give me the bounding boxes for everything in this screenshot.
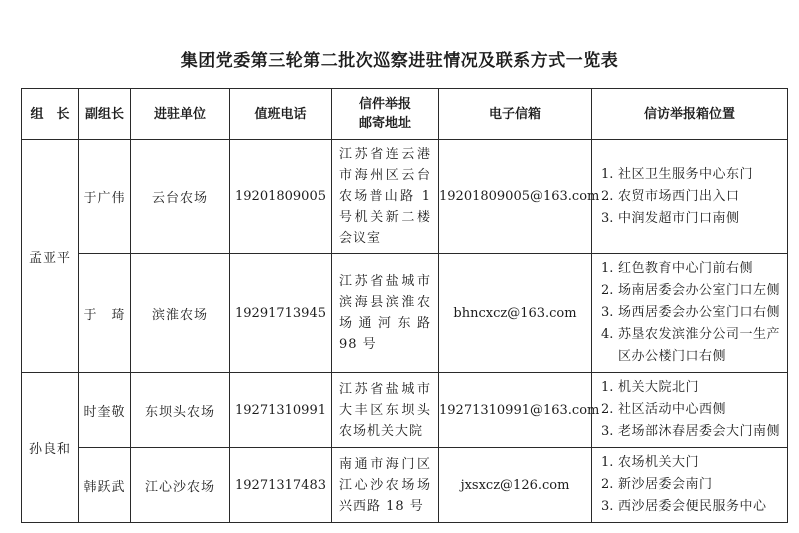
table-row xyxy=(22,448,788,523)
phone-cell: 19271317483 xyxy=(230,448,332,523)
inspection-contacts-table xyxy=(21,88,788,523)
letterbox-location-item xyxy=(601,302,781,324)
letterbox-location-item xyxy=(601,186,781,208)
location-number: 3. xyxy=(601,499,614,514)
location-text: 西沙居委会便民服务中心 xyxy=(618,499,767,514)
location-number: 2. xyxy=(601,402,614,417)
location-number: 2. xyxy=(601,283,614,298)
phone-cell: 19291713945 xyxy=(230,254,332,373)
location-number: 4. xyxy=(601,327,614,342)
mail-address-cell: 江苏省盐城市大丰区东坝头农场机关大院 xyxy=(332,373,439,448)
locations-cell xyxy=(592,373,788,448)
locations-cell xyxy=(592,448,788,523)
letterbox-location-item xyxy=(601,164,781,186)
letterbox-location-item xyxy=(601,496,781,518)
locations-cell xyxy=(592,254,788,373)
location-text: 红色教育中心门前右侧 xyxy=(618,261,754,276)
letterbox-location-item xyxy=(601,452,781,474)
leader-name-cell: 孟亚平 xyxy=(22,140,79,373)
deputy-name-cell: 韩跃武 xyxy=(79,448,131,523)
location-number: 3. xyxy=(601,424,614,439)
location-number: 3. xyxy=(601,210,614,226)
table-row xyxy=(22,373,788,448)
page-title: 集团党委第三轮第二批次巡察进驻情况及联系方式一览表 xyxy=(180,51,619,71)
location-text: 社区卫生服务中心东门 xyxy=(618,166,754,182)
col-header-unit: 进驻单位 xyxy=(131,89,230,140)
location-number: 2. xyxy=(601,188,614,204)
email-cell: jxsxcz@126.com xyxy=(439,448,592,523)
location-text: 农场机关大门 xyxy=(618,455,700,470)
deputy-name-cell: 于 琦 xyxy=(79,254,131,373)
location-text: 苏垦农发滨淮分公司一生产区办公楼门口右侧 xyxy=(618,327,781,364)
locations-cell xyxy=(592,140,788,254)
location-text: 老场部沐春居委会大门南侧 xyxy=(618,424,781,439)
location-number: 2. xyxy=(601,477,614,492)
location-text: 中润发超市门口南侧 xyxy=(618,210,740,226)
col-header-mail-line1: 信件举报 xyxy=(358,97,411,112)
location-text: 场南居委会办公室门口左侧 xyxy=(618,283,781,298)
letterbox-location-item xyxy=(601,399,781,421)
table-header-row xyxy=(22,89,788,140)
location-number: 1. xyxy=(601,380,614,395)
mail-address-cell: 江苏省盐城市滨海县滨淮农场通河东路 98 号 xyxy=(332,254,439,373)
phone-cell: 19271310991 xyxy=(230,373,332,448)
location-number: 1. xyxy=(601,455,614,470)
phone-cell: 19201809005 xyxy=(230,140,332,254)
location-number: 1. xyxy=(601,261,614,276)
col-header-phone: 值班电话 xyxy=(230,89,332,140)
email-cell: bhncxcz@163.com xyxy=(439,254,592,373)
col-header-deputy: 副组长 xyxy=(79,89,131,140)
table-row xyxy=(22,140,788,254)
col-header-leader: 组 长 xyxy=(22,89,79,140)
letterbox-location-item xyxy=(601,258,781,280)
col-header-mail-line2: 邮寄地址 xyxy=(358,116,411,131)
mail-address-cell: 江苏省连云港市海州区云台农场普山路 1 号机关新二楼会议室 xyxy=(332,140,439,254)
unit-cell: 东坝头农场 xyxy=(131,373,230,448)
col-header-letterbox: 信访举报箱位置 xyxy=(592,89,788,140)
table-row xyxy=(22,254,788,373)
location-text: 新沙居委会南门 xyxy=(618,477,713,492)
location-text: 农贸市场西门出入口 xyxy=(618,188,740,204)
unit-cell: 云台农场 xyxy=(131,140,230,254)
location-number: 3. xyxy=(601,305,614,320)
deputy-name-cell: 于广伟 xyxy=(79,140,131,254)
email-cell: 19271310991@163.com xyxy=(439,373,592,448)
leader-name-cell: 孙良和 xyxy=(22,373,79,523)
letterbox-location-item xyxy=(601,208,781,230)
location-text: 社区活动中心西侧 xyxy=(618,402,727,417)
mail-address-cell: 南通市海门区江心沙农场场兴西路 18 号 xyxy=(332,448,439,523)
unit-cell: 滨淮农场 xyxy=(131,254,230,373)
location-text: 场西居委会办公室门口右侧 xyxy=(618,305,781,320)
email-cell: 19201809005@163.com xyxy=(439,140,592,254)
letterbox-location-item xyxy=(601,324,781,368)
unit-cell: 江心沙农场 xyxy=(131,448,230,523)
letterbox-location-item xyxy=(601,421,781,443)
letterbox-location-item xyxy=(601,377,781,399)
letterbox-location-item xyxy=(601,280,781,302)
deputy-name-cell: 时奎敬 xyxy=(79,373,131,448)
letterbox-location-item xyxy=(601,474,781,496)
location-text: 机关大院北门 xyxy=(618,380,700,395)
col-header-mail xyxy=(332,89,439,140)
location-number: 1. xyxy=(601,166,614,182)
col-header-email: 电子信箱 xyxy=(439,89,592,140)
